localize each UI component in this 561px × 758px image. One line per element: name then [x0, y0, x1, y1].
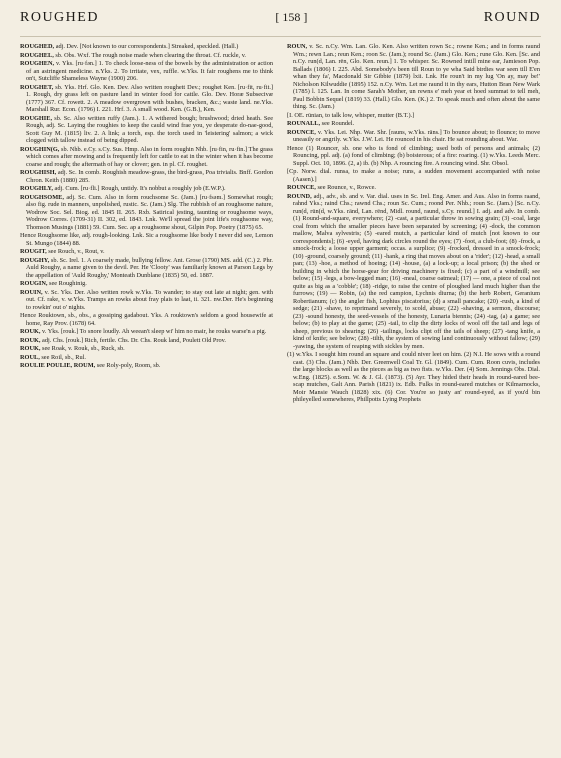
entry-headword: ROUGIT, — [20, 248, 47, 255]
entry-text: v. Yks. [ru·fən.] 1. To check loose-ness of the bowels by the administration or action of an astringent medicine. n.Yks. 2. To irritate, vex, ruffle. w.Yks. It fair roughens me to think on't, Sutcliffe Shameless Wayne (1900) 206. — [26, 60, 273, 82]
entry-text: see Rouch, v., Rout, v. — [48, 248, 105, 255]
header-right: ROUND — [483, 10, 541, 25]
entry-text: see Roly-poly, Room, sb. — [96, 362, 161, 369]
dictionary-entry — [20, 43, 273, 51]
entry-headword: ROUGIN, — [20, 280, 48, 287]
entry-text: [I. OE. rūnian, to talk low, whisper, mutter (B.T.).] — [287, 111, 415, 119]
entry-text: v. Yks. [rouk.] To snore loudly. Ah weean't sleep wi' him no mair, he rouks warse'n a pig. — [42, 328, 267, 335]
entry-headword: ROUGHEL, — [20, 51, 54, 59]
entry-headword: ROULIE POULIE, ROUM, — [20, 362, 96, 369]
entry-text: Hence Roughsome like, adj. rough-looking. Lnk. Sic a roughsome like body I never did see, Lemon St. Mungo (1844) 88. — [20, 232, 273, 247]
dictionary-entry — [287, 112, 540, 120]
dictionary-entry — [287, 168, 540, 183]
entry-text: sb. Sc. Also written ruffy (Jam.). 1. A withered bough; brushwood; dried heath. See Rough, adj. Sc. Laying the roughies to keep the cauld wind frae you, ye desperate do-nae-good, Scott Guy M. (1815) liv. 2. A link; a torch, esp. the torch used in 'leistering' salmon; a wick clogged with tallow instead of being dipped. — [26, 114, 273, 144]
dictionary-entry — [20, 337, 273, 345]
dictionary-entry — [287, 145, 540, 168]
entry-text: sb. Sc. Irel. 1. A coarsely made, bullying fellow. Ant. Grose (1790) MS. add. (C.) 2. Phr. Auld Roughy, a name given to the devil. Per. He 'Clooty' was familiarly known at Parson Legs by the appellation of 'Auld Roughy,' Monteath Dunblane (1835) 50, ed. 1887. — [26, 256, 273, 279]
entry-text: adj. Chs. [rouk.] Rich, fertile. Chs. Dr. Chs. Rouk land, Poulett Old Prov. — [42, 336, 226, 344]
dictionary-entry — [20, 354, 273, 362]
dictionary-entry — [287, 129, 540, 144]
dictionary-entry — [20, 60, 273, 83]
entry-headword: ROUNCE, — [287, 128, 316, 136]
entry-headword: ROUL, — [20, 353, 40, 361]
entry-headword: ROUGHSOME, — [20, 193, 64, 201]
entry-text: see Roil, sb., Rul. — [41, 353, 86, 361]
right-column — [287, 43, 540, 758]
entry-text: see Roak, v. Rouk, sb., Ruck, sb. — [42, 345, 125, 352]
entry-headword: ROUK, — [20, 345, 41, 352]
dictionary-entry — [20, 185, 273, 193]
dictionary-entry — [287, 193, 540, 351]
dictionary-entry — [20, 312, 273, 327]
entry-text: [Cp. Norw. dial. runsa, to make a noise; runs, a sudden movement accompanied with noise (Aasen).] — [287, 168, 540, 183]
dictionary-entry — [20, 146, 273, 169]
entry-text: Hence (1) Rouncer, sb. one who is fond of climbing; used both of persons and animals; (2) Rouncing, ppl. adj. (a) fond of climbing; (b) boisterous; of a fire: roaring. (1) w.Yks. Leeds Merc. Suppl. Oct. 10, 1896. (2, a) ib. (b) Nhp. A rouncing fire. A rouncing wind. Shr. Obsol. — [287, 144, 540, 167]
dictionary-entry — [20, 84, 273, 114]
entry-text: (1) w.Yks. I sought him round an square and could niver leet on him. (2) N.I. He sows with a round cast. (3) Chs. (Jam.) Nhb. Der. Greenwell Coal Tr. Gl. (1849). Cum. Cum. Roon cuvis, includes the large blocks as well as the pieces as big as two fists. w.Yks. Der. (4) Som. Jennings Obs. Dial. w.Eng. (1825). e.Som. W. & J. Gl. (1873). (5) Ayr. They hided their heads in round-eared bee-scap mutches, Galt Ann. Parish (1821) ix. Edb. Fulks in round-eared mutches or Kilmarnocks, Moir Mansie Wauch (1828) xix. (6) Cor. You're so justy an' round-eyed, as if you'd bin phileyelled somewheres, Phillpotts Lying Prophets — [287, 351, 540, 403]
entry-text: see Roundel. — [321, 120, 355, 127]
entry-headword: ROUGHED, — [20, 43, 55, 50]
entry-headword: ROUGHIE, — [20, 114, 53, 122]
entry-text: adj. Sc. Cum. Also in form rouchsome Sc. (Jam.) [ru·fsəm.] Somewhat rough; also fig. rude in manners, unpolished, rustic. Sc. (Jam.) Slg. The rubbish of an roughsome nature, Wodrow Soc. Sel. Biog. ed. 1845 II. 265. Rxb. Satirical jesting, taunting or roughsome ways, Wodrow Corres. (1709-31) II. 302, ed. 1843. Lnk. We'll spread the joint life's roughsome way, Thomson Musings (1881) 59. Cum. Sec. ap a roughsome shout, Gilpin Pop. Poetry (1875) 65. — [26, 193, 273, 231]
entry-text: adj., adv., sb. and v. Var. dial. uses in Sc. Irel. Eng. Amer. and Aus. Also in forms raand, rahnd Yks.; raind Chs.; rawnd Chs.; roun Sc. Cum.; roond Per. Nhb.; roun Sc. (Jam.) [Sc. n.Cy. run(d, rūn(d, w.Yks. rānd, Lan. rēnd, Midl. round, raund, s.Cy. reund.] I. adj. and adv. In comb. (1) Round-and-square, everywhere; (2) -cast, a particular throw in sowing grain; (3) -coal, large coal from which the smaller pieces have been separated by screening; (4) -dock, the common mallow, Malva sylvestris; (5) -eared mutch, a particular kind of mutch [not known to our correspondents]; (6) -eyed, having dark circles round the eyes; (7) -foot, a club-foot; (8) -frock, a smock-frock; a loose upper garment; occas. a surplice; (9) -frocked, dressed in a smock-frock; (10) -ground, coarsely ground; (11) -hank, a ring that moves about on a 'rider'; (12) -head, a small pan; (13) -hoe, a method of hoeing; (14) -house, (a) a lock-up; a local prison; (b) the shed or building in which the horse-gear for driving machinery is fixed; (c) a part of a windmill; see below; (15) -legs, a bow-legged man; (16) -meal, coarse oatmeal; (17) — one, a piece of coal not quite as big as a 'cobble'; (18) -ridge, to raise the centre of ploughed land much higher than the furrows; (19) — Robin, (a) the red campion, Lychnis diurna; (b) the herb Robert, Geranium Robertianum; (c) the angler fish, Lophius piscatorius; (d) a small pancake; (20) -rush, a kind of sedge; (21) -shave, to reprimand severely, to scold, abuse; (22) -shaving, a sermon, discourse; (23) -sound honesty, the seed-vessels of the honesty, Lunaria biennis; (24) -tag, (a) a game; see below; (b) to play at the game; (25) -tail, to clip the dirty locks of wool off the tail and legs of sheep, previous to shearing; (26) -tailings, locks clipt off the tails of sheep; (27) -tang knife, a kind of knife; see below; (28) -tilth, the system of sowing land continuously without fallow; (29) -yawing, the system of reaping with sickles by men. — [293, 192, 540, 350]
entry-headword: ROUN, — [287, 43, 308, 50]
dictionary-entry — [20, 289, 273, 312]
entry-text: sb. Nhb. e.Cy. s.Cy. Sus. Hmp. Also in form roughin Nhb. [ru·fin, ru·fin.] The grass which comes after mowing and is frequently left for cattle to eat in the winter when it has become coarse and rough; the aftermath of hay or clover; gen. in pl. Cf. roughet. — [26, 145, 273, 168]
running-header — [20, 10, 541, 37]
dictionary-entry — [20, 194, 273, 232]
entry-text: adj. Dev. [Not known to our correspondents.] Streaked, speckled. (Hall.) — [55, 43, 239, 50]
entry-headword: ROUIN, — [20, 288, 43, 296]
entry-headword: ROUGHIN(G, — [20, 145, 60, 153]
entry-headword: ROUGHLY, — [20, 185, 53, 192]
entry-headword: ROUK, — [20, 328, 41, 335]
entry-text: v. Yks. Lei. Nhp. War. Shr. [rauns, w.Yks. räns.] To bounce about; to flounce; to move uneasily or angrily. w.Yks. J.W. Lei. He rounced in his chair. He sat rounding about. War. — [293, 128, 540, 143]
dictionary-entry — [287, 184, 540, 192]
entry-headword: ROUGHISH, — [20, 169, 57, 176]
dictionary-entry — [287, 120, 540, 128]
entry-headword: ROUK, — [20, 336, 41, 344]
entry-text: v. Sc. Yks. Der. Also written rowk w.Yks. To wander; to stay out late at night; gen. with out. Cf. rake, v. w.Yks. Tramps an rowks about fray plais to laat, ii. 321. nw.Der. He's beginning to rowkin' out o' nights. — [26, 288, 273, 311]
entry-headword: ROUNALL, — [287, 120, 321, 127]
dictionary-entry — [287, 43, 540, 111]
entry-headword: ROUGHY, — [20, 256, 50, 264]
page-number: [ 158 ] — [275, 10, 308, 24]
dictionary-entry — [20, 248, 273, 256]
dictionary-entry — [20, 232, 273, 247]
dictionary-entry — [20, 280, 273, 288]
entry-headword: ROUND, — [287, 192, 312, 200]
entry-text: v. Sc. n.Cy. Wm. Lan. Glo. Ken. Also written rown Sc.; rowne Ken.; and in forms raund Wm.; rewn Lan.; reun Ken.; roon Sc. (Jam.); round Sc. (Jam.) Glo. Ken.; rune Glo. Ken. [Sc. and n.Cy. run(d, Lan. rēn, Glo. Ken. reun.] 1. To whisper. Sc. Rowned intill mine ear, Jamieson Pop. Ballads (1806) I. 225. Abd. Somebody's been till Roun to ye wha Said birdies war seen till E'en whan they fa', Macdonald Sir Gibbie (1879) lxii. Lnk. He roun't in my lug 'On ay, may be!' Nicholson Kilwuddie (1895) 152. n.Cy. Wm. Let me raund it in thy ears, Hutton Bran New Wark (1785) l. 125. Lan. In come Sarah's Mother, un rewns e' meh year et hoed summat to tell meh, Paul Bobbin Sequel (1819) 33. (Hall.) Glo. Ken. (K.) 2. To speak much and often about the same thing. Sc. (Jam.) — [293, 43, 540, 110]
entry-text: sb. Obs. Wxf. The rough noise made when clearing the throat. Cf. ruckle, v. — [55, 51, 247, 59]
entry-headword: ROUGHEN, — [20, 60, 55, 67]
entry-text: adj. Cum. [ru·fli.] Rough, untidy. It's nobbut a roughly job (E.W.P.). — [54, 185, 226, 192]
dictionary-entry — [20, 257, 273, 280]
dictionary-entry — [20, 169, 273, 184]
columns — [20, 43, 541, 758]
entry-headword: ROUGHET, — [20, 83, 54, 91]
dictionary-entry — [20, 345, 273, 353]
header-left: ROUGHED — [20, 10, 99, 25]
dictionary-entry — [20, 52, 273, 60]
left-column — [20, 43, 273, 758]
entry-text: see Rounce, v., Rowce. — [317, 184, 376, 191]
entry-headword: ROUNCE, — [287, 184, 316, 191]
entry-text: Hence Rouktown, sb., obs., a gossiping gadabout. Yks. A rouktown's seldom a good housewife at home, Ray Prov. (1678) 64. — [20, 312, 273, 327]
entry-text: sb. Yks. Hrf. Glo. Ken. Dev. Also written roughett Dev.; roughet Ken. [ru·fit, ru·fit.] 1. Rough, dry grass left on pasture land in winter food for cattle. Glo. Dev. Horæ Subsecivæ (1777) 367. Cf. rowett. 2. A meadow overgrown with bushes, bracken, &c.; waste land. ne.Yks. Marshall Rur. Econ. (1796) I. 221. Hrf. 3. A small wood. Ken. (G.B.), Ken. — [26, 83, 273, 113]
dictionary-entry — [20, 362, 273, 370]
dictionary-entry — [287, 351, 540, 404]
dictionary-entry — [20, 328, 273, 336]
dictionary-entry — [20, 115, 273, 145]
entry-text: adj. Sc. In comb. Roughish meadow-grass, the bird-grass, Poa trivialis. Bnff. Gordon Chron. Keith (1880) 285. — [26, 169, 273, 184]
entry-text: see Roughinig. — [49, 280, 87, 287]
